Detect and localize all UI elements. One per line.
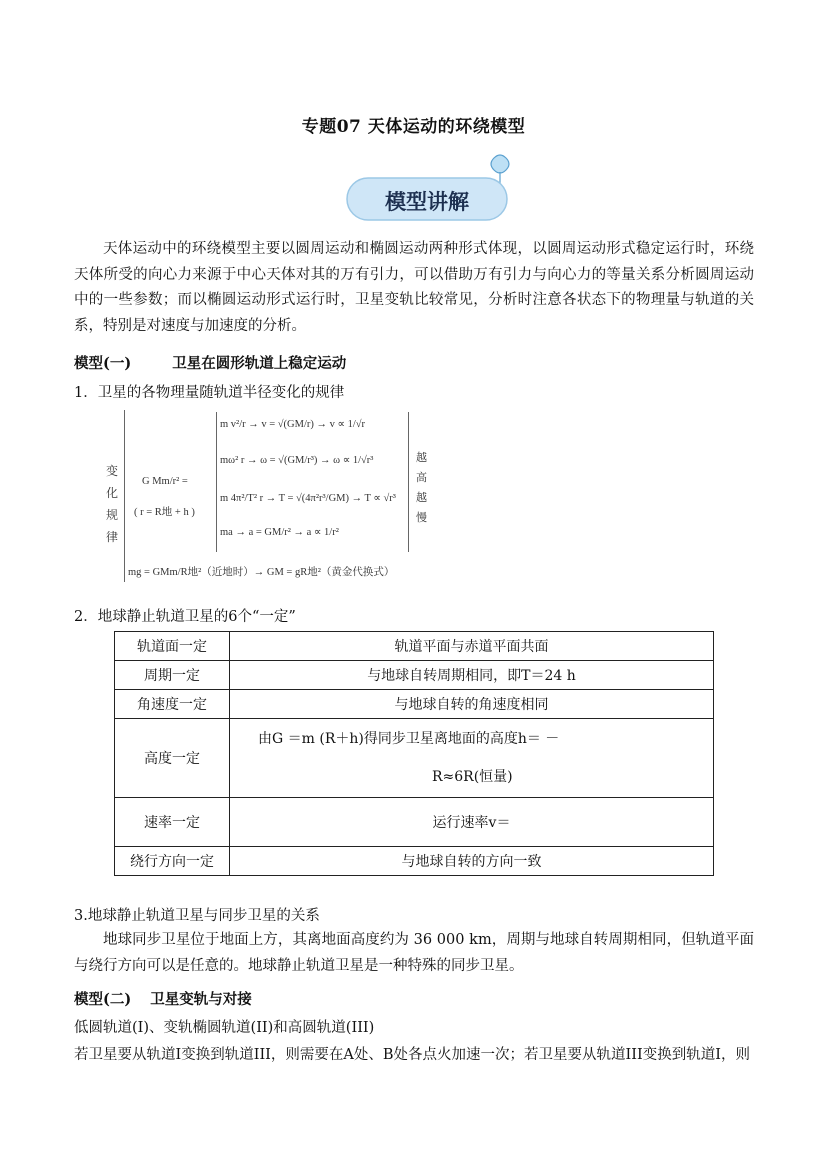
formula-bottom: mg = GMm/R地²（近地时）→ GM = gR地²（黄金代换式）	[128, 567, 395, 578]
section-3-heading: 3.地球静止轨道卫星与同步卫星的关系	[74, 908, 320, 924]
formula-right-label: 越 高 越 慢	[416, 452, 427, 524]
section-2-heading: 2．地球静止轨道卫星的6个“一定”	[74, 609, 296, 625]
table-row: 速率一定 运行速率v＝	[115, 798, 714, 847]
formula-row: ma → a = GM/r² → a ∝ 1/r²	[220, 527, 339, 538]
geo-satellite-table	[114, 631, 714, 876]
formula-row: m 4π²/T² r → T = √(4π²r³/GM) → T ∝ √r³	[220, 493, 396, 504]
section-3-paragraph: 地球同步卫星位于地面上方，其离地面高度约为 36 000 km，周期与地球自转周期相同，但轨道平面与绕行方向可以是任意的。地球静止轨道卫星是一种特殊的同步卫星。	[74, 932, 754, 974]
transfer-line: 若卫星要从轨道I变换到轨道III，则需要在A处、B处各点火加速一次；若卫星要从轨道III变换到轨道I，则	[74, 1047, 750, 1063]
table-row: 角速度一定 与地球自转的角速度相同	[115, 690, 714, 719]
section-1-heading: 1．卫星的各物理量随轨道半径变化的规律	[74, 385, 345, 401]
table-row: 周期一定 与地球自转周期相同，即T＝24 h	[115, 661, 714, 690]
formula-left-label: 变 化 规 律	[106, 464, 119, 544]
orbits-line: 低圆轨道(I)、变轨椭圆轨道(II)和高圆轨道(III)	[74, 1020, 375, 1036]
formula-row: mω² r → ω = √(GM/r³) → ω ∝ 1/√r³	[220, 455, 374, 466]
formula-figure	[98, 408, 428, 586]
model2-heading	[74, 988, 252, 1009]
model1-heading	[74, 352, 346, 373]
model2-label: 模型(二)	[74, 991, 132, 1008]
badge-label: 模型讲解	[385, 191, 469, 214]
formula-condition: ( r = R地 + h )	[134, 507, 195, 518]
model2-title: 卫星变轨与对接	[150, 991, 252, 1008]
table-row: 绕行方向一定 与地球自转的方向一致	[115, 847, 714, 876]
table-row: 高度一定 由G ＝m (R＋h)得同步卫星离地面的高度h＝ － R≈6R(恒量)	[115, 719, 714, 798]
intro-paragraph: 天体运动中的环绕模型主要以圆周运动和椭圆运动两种形式体现，以圆周运动形式稳定运行时，环绕天体所受的向心力来源于中心天体对其的万有引力，可以借助万有引力与向心力的等量关系分析圆周运动中的一些参数；而以椭圆运动形式运行时，卫星变轨比较常见，分析时注意各状态下的物理量与轨道的关系，特别是对速度与加速度的分析。	[74, 241, 754, 334]
table-row: 轨道面一定 轨道平面与赤道平面共面	[115, 632, 714, 661]
model1-label: 模型(一)	[74, 355, 132, 372]
page-title: 专题07 天体运动的环绕模型	[301, 117, 526, 137]
model1-title: 卫星在圆形轨道上稳定运动	[172, 355, 347, 372]
formula-gravity: G Mm/r² =	[142, 476, 188, 487]
formula-row: m v²/r → v = √(GM/r) → v ∝ 1/√r	[220, 419, 366, 430]
